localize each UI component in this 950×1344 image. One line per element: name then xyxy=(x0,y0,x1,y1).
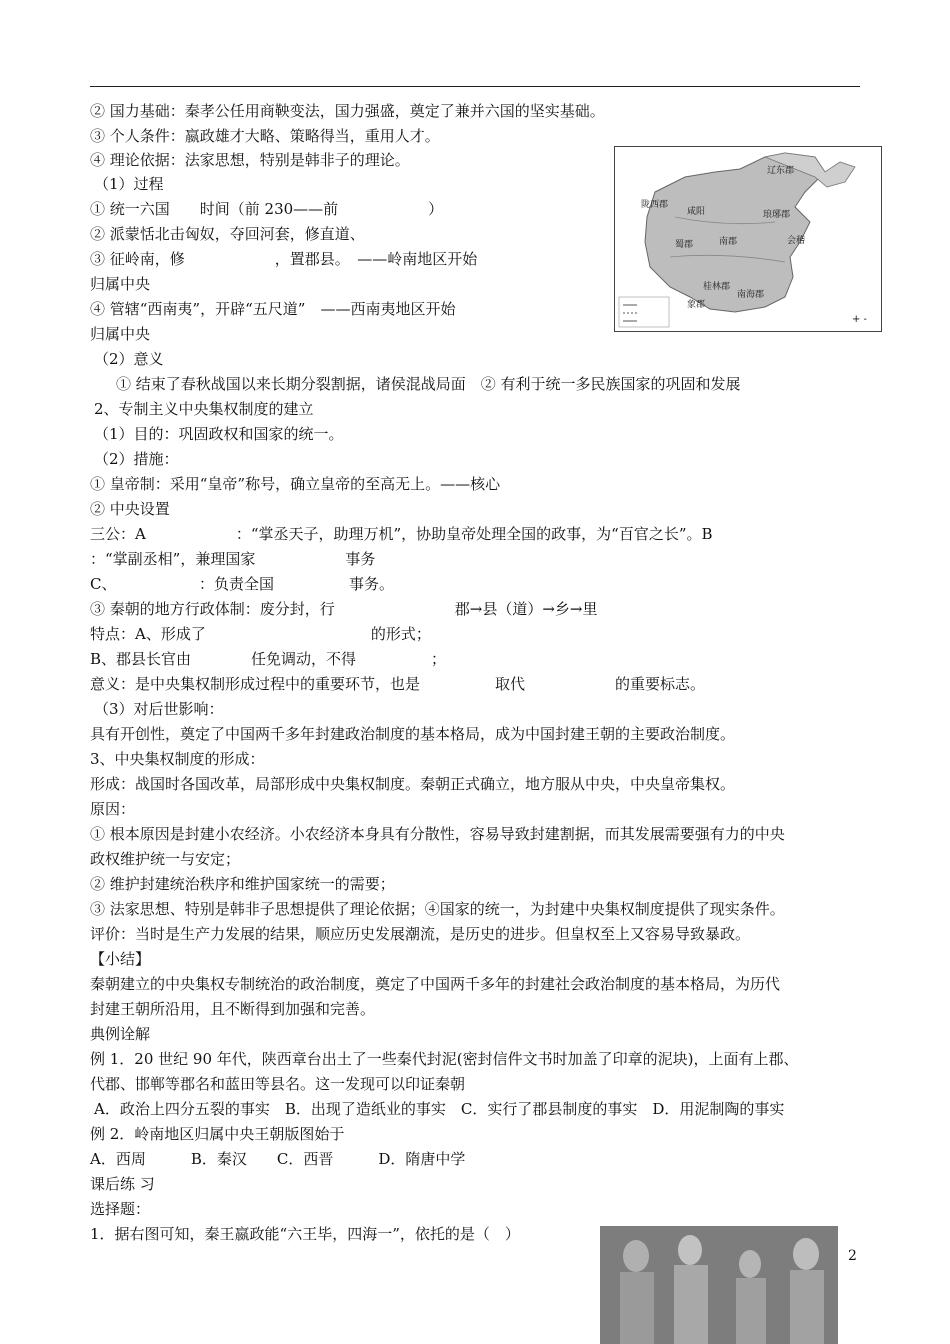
text-line: ③ 个人条件：嬴政雄才大略、策略得当，重用人才。 xyxy=(90,127,440,145)
text-line: 课后练 习 xyxy=(90,1175,155,1193)
text-line: 封建王朝所沿用，且不断得到加强和完善。 xyxy=(90,1000,376,1018)
text-line: ④ 管辖“西南夷”，开辟“五尺道” ——西南夷地区开始 xyxy=(90,300,456,318)
text-line: ① 根本原因是封建小农经济。小农经济本身具有分散性，容易导致封建割据，而其发展需要强有力的中央 xyxy=(90,825,785,843)
text-line: （1）目的：巩固政权和国家的统一。 xyxy=(94,425,344,443)
text-line: 三公：A ：“掌丞天子，助理万机”，协助皇帝处理全国的政事，为“百官之长”。B xyxy=(90,525,713,543)
text-line: 例 1．20 世纪 90 年代，陕西章台出土了一些秦代封泥(密封信件文书时加盖了印章的泥块)，上面有上郡、 xyxy=(90,1050,799,1068)
text-line: （2）意义 xyxy=(94,350,164,368)
text-line: ② 派蒙恬北击匈奴，夺回河套，修直道、 xyxy=(90,225,365,243)
text-line: 秦朝建立的中央集权专制统治的政治制度，奠定了中国两千多年的封建社会政治制度的基本格局，为历代 xyxy=(90,975,781,993)
text-line: A．西周 B．秦汉 C．西晋 D．隋唐中学 xyxy=(90,1150,466,1168)
text-line: ③ 秦朝的地方行政体制：废分封，行 郡→县（道）→乡→里 xyxy=(90,600,598,618)
text-line: ② 中央设置 xyxy=(90,500,170,518)
text-line: 例 2．岭南地区归属中央王朝版图始于 xyxy=(90,1125,345,1143)
header-rule xyxy=(90,86,860,87)
text-line: ① 统一六国 时间（前 230——前 ） xyxy=(90,200,444,218)
text-line: （1）过程 xyxy=(94,175,164,193)
text-line: B、郡县长官由 任免调动，不得 ； xyxy=(90,650,447,668)
map-label: 南海郡 xyxy=(737,290,765,300)
text-line: 意义：是中央集权制形成过程中的重要环节，也是 取代 的重要标志。 xyxy=(90,675,706,693)
photo-graphic xyxy=(600,1226,838,1344)
text-line: 评价：当时是生产力发展的结果，顺应历史发展潮流，是历史的进步。但皇权至上又容易导致暴政。 xyxy=(90,925,751,943)
text-line: 具有开创性，奠定了中国两千多年封建政治制度的基本格局，成为中国封建王朝的主要政治制度。 xyxy=(90,725,736,743)
text-line: ④ 理论依据：法家思想，特别是韩非子的理论。 xyxy=(90,151,410,169)
text-line: 典例诠解 xyxy=(90,1025,151,1043)
text-line: ① 结束了春秋战国以来长期分裂割据，诸侯混战局面 ② 有利于统一多民族国家的巩固和发展 xyxy=(116,375,741,393)
terracotta-warriors-photo xyxy=(600,1226,838,1344)
text-line: ② 国力基础：秦孝公任用商鞅变法，国力强盛，奠定了兼并六国的坚实基础。 xyxy=(90,102,605,120)
text-line: C、 ：负责全国 事务。 xyxy=(90,575,394,593)
text-line: 政权维护统一与安定； xyxy=(90,850,241,868)
text-line: 形成：战国时各国改革，局部形成中央集权制度。秦朝正式确立，地方服从中央，中央皇帝集权。 xyxy=(90,775,736,793)
text-line: 选择题： xyxy=(90,1200,151,1218)
text-line: 1．据右图可知，秦王嬴政能“六王毕，四海一”，依托的是（ ） xyxy=(90,1225,520,1243)
text-line: ③ 征岭南，修 ，置郡县。 ——岭南地区开始 xyxy=(90,250,478,268)
text-line: 归属中央 xyxy=(90,325,151,343)
text-line: 特点：A、形成了 的形式； xyxy=(90,625,431,643)
text-line: 2、专制主义中央集权制度的建立 xyxy=(94,400,314,418)
text-line: 原因： xyxy=(90,800,136,818)
text-line: 3、中央集权制度的形成： xyxy=(90,750,265,768)
map-label: 陇西郡 xyxy=(641,200,669,210)
page-number: 2 xyxy=(848,1248,857,1264)
text-line: ② 维护封建统治秩序和维护国家统一的需要； xyxy=(90,875,395,893)
text-line: 【小结】 xyxy=(90,950,151,968)
text-line: ③ 法家思想、特别是韩非子思想提供了理论依据；④国家的统一，为封建中央集权制度提供了现实条件。 xyxy=(90,900,785,918)
map-label: 会稽 xyxy=(787,236,806,246)
text-line: （2）措施： xyxy=(94,450,179,468)
text-line: ① 皇帝制：采用“皇帝”称号，确立皇帝的至高无上。——核心 xyxy=(90,475,501,493)
map-label: 辽东郡 xyxy=(767,166,795,176)
map-label: 桂林郡 xyxy=(703,282,731,292)
map-caption: + - xyxy=(852,314,867,325)
text-line: （3）对后世影响： xyxy=(94,700,224,718)
map-label: 琅琊郡 xyxy=(763,210,791,220)
text-line: 代郡、邯郸等郡名和蓝田等县名。这一发现可以印证秦朝 xyxy=(90,1075,466,1093)
map-label: 咸阳 xyxy=(687,207,706,217)
map-graphic xyxy=(615,147,881,331)
map-label: 蜀郡 xyxy=(675,240,694,250)
text-line: 归属中央 xyxy=(90,275,151,293)
map-label: 象郡 xyxy=(687,300,706,310)
text-line: A．政治上四分五裂的事实 B．出现了造纸业的事实 C．实行了郡县制度的事实 D．用泥制陶的事实 xyxy=(94,1100,785,1118)
text-line: ：“掌副丞相”，兼理国家 事务 xyxy=(90,550,376,568)
qin-territory-map xyxy=(614,146,882,332)
map-label: 南郡 xyxy=(719,237,738,247)
